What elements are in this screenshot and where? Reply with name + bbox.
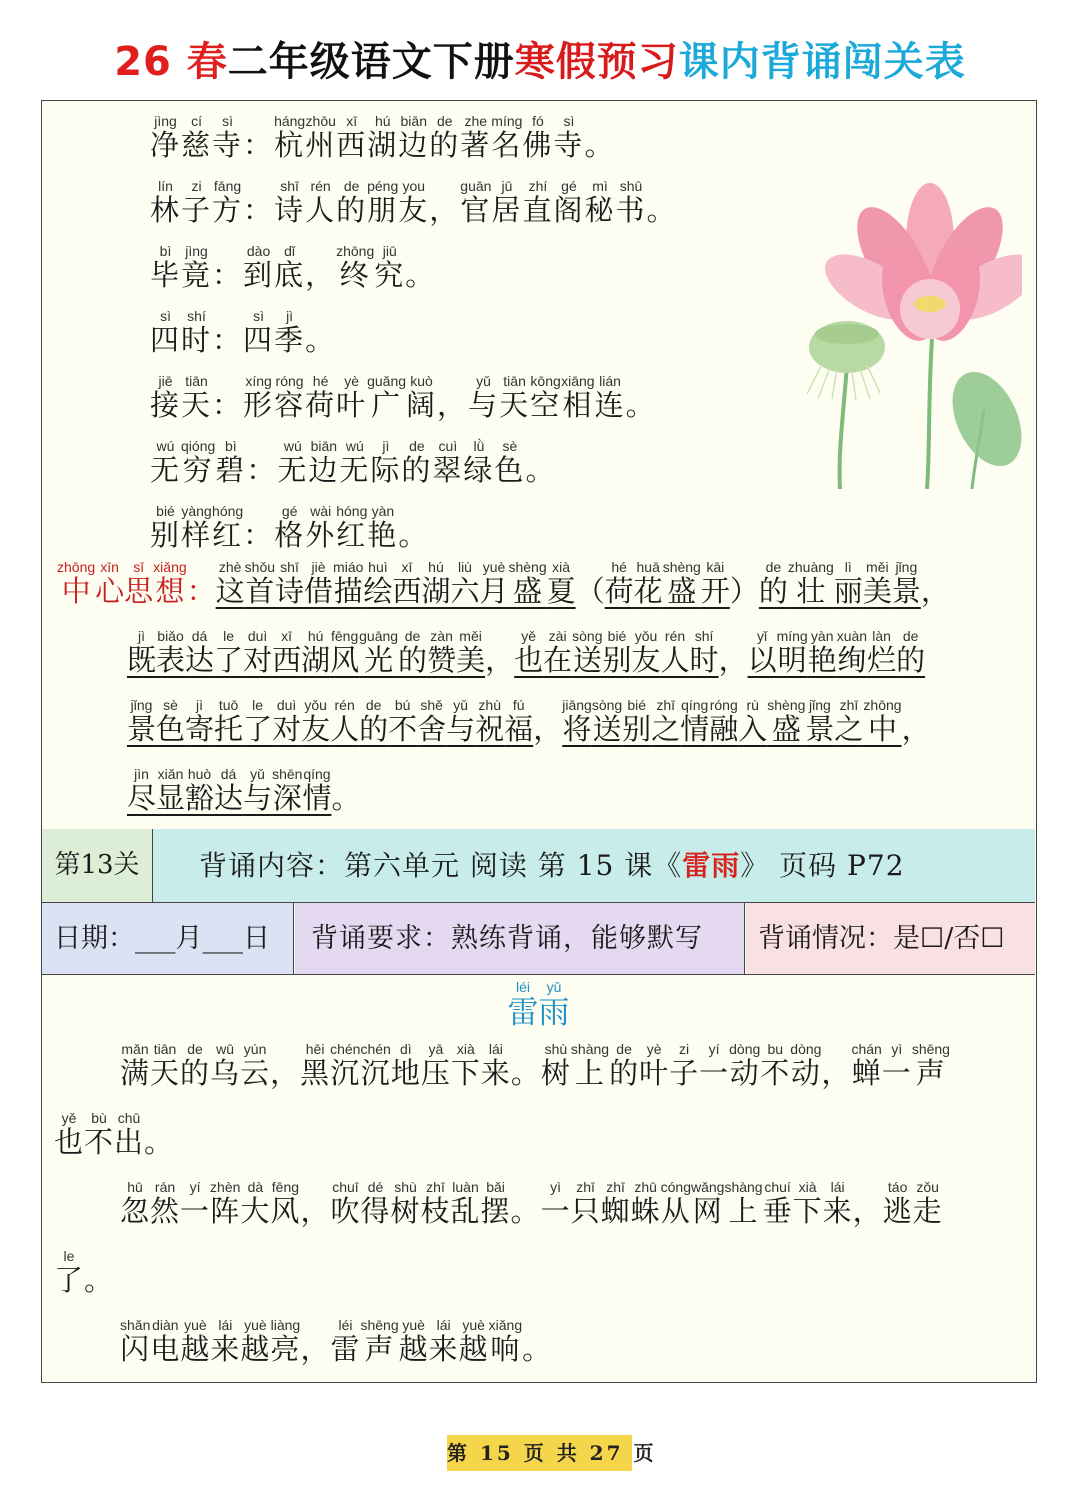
ruby-char: 越yuè [180, 1317, 211, 1366]
ruby-char: 乱luàn [450, 1179, 481, 1228]
ruby-char: 开kāi [700, 559, 730, 608]
ruby-char: 沉chén [330, 1041, 361, 1090]
definition-line [150, 440, 678, 505]
ruby-char: 一yí [180, 1179, 211, 1228]
level-label: 第13关 [42, 829, 153, 902]
ruby-char: 大dà [240, 1179, 271, 1228]
ruby-char: 季jì [274, 308, 306, 357]
ruby-char: 荷hé [305, 373, 337, 422]
ruby-char: 下xià [792, 1179, 823, 1228]
ruby-char: 不bú [388, 697, 418, 746]
ruby-char: 直zhí [522, 178, 554, 227]
ruby-char: ， [429, 193, 461, 227]
ruby-char: 云yún [240, 1041, 271, 1090]
ruby-char: 人rén [305, 178, 337, 227]
ruby-char: 了le [54, 1248, 85, 1297]
ruby-char: ， [920, 574, 950, 608]
ruby-char: 来lái [210, 1317, 241, 1366]
lotus-illustration [752, 149, 1022, 489]
ruby-char: 电diàn [150, 1317, 181, 1366]
ruby-char: 融róng [709, 697, 739, 746]
central-idea-label [57, 559, 216, 608]
ruby-char: 阵zhèn [210, 1179, 241, 1228]
ruby-char: 尽jìn [127, 766, 157, 815]
ruby-char: 从cóng [660, 1179, 691, 1228]
ruby-char: 描miáo [333, 559, 364, 608]
definition-line [150, 245, 678, 310]
ruby-char: 送sòng [591, 697, 623, 746]
ruby-char: ， [485, 643, 515, 677]
ruby-char: 。 [331, 781, 361, 815]
ruby-char: 景jǐng [127, 697, 157, 746]
ruby-char: ， [270, 1056, 301, 1090]
ruby-char: 的de [359, 697, 389, 746]
ruby-char: 寄jì [185, 697, 215, 746]
ruby-char: 显xiǎn [156, 766, 186, 815]
ruby-char: 也yě [54, 1110, 85, 1159]
date-field: 日期：___月___日 [42, 903, 294, 974]
ruby-char: 与yǔ [243, 766, 273, 815]
info-row [42, 903, 1035, 975]
ruby-char: 想xiǎng [153, 559, 187, 608]
ruby-char: 林lín [150, 178, 182, 227]
ruby-char: 摆bǎi [480, 1179, 511, 1228]
ruby-char: 寺sì [212, 113, 244, 162]
ruby-char: 穷qióng [181, 438, 216, 487]
central-idea-line [57, 699, 1032, 768]
ruby-char: 州zhōu [305, 113, 337, 162]
ruby-char: 湖hú [301, 628, 331, 677]
ruby-char: 枝zhī [420, 1179, 451, 1228]
ruby-char: 时shí [181, 308, 213, 357]
ruby-char: 著zhe [460, 113, 492, 162]
ruby-char: 天tiān [150, 1041, 181, 1090]
ruby-char: 网wǎng [690, 1179, 725, 1228]
poem-line [54, 1112, 1029, 1181]
ruby-char: 到dào [243, 243, 275, 292]
central-idea-line [57, 561, 1032, 630]
ruby-char: 情qíng [302, 766, 332, 815]
ruby-char: 湖hú [367, 113, 399, 162]
ruby-char: 响xiǎng [488, 1317, 523, 1366]
ruby-char: 色sè [494, 438, 526, 487]
ruby-char: 友yǒu [631, 628, 661, 677]
ruby-char: 。 [398, 518, 430, 552]
definition-line [150, 310, 678, 375]
ruby-char: 相xiāng [561, 373, 595, 422]
ruby-char: 了le [243, 697, 273, 746]
ruby-char: 对duì [243, 628, 273, 677]
ruby-char: 终zhōng [336, 243, 375, 292]
ruby-char: 盛shèng [508, 559, 547, 608]
ruby-char: 景jǐng [891, 559, 921, 608]
ruby-char: 盛shèng [662, 559, 701, 608]
ruby-char: 也yě [514, 628, 544, 677]
ruby-char: 吹chuī [330, 1179, 361, 1228]
ruby-char: 外wài [305, 503, 337, 552]
ruby-char: 达dá [214, 766, 244, 815]
ruby-char: 荷hé [604, 559, 634, 608]
ruby-char: 得dé [360, 1179, 391, 1228]
ruby-char: 首shǒu [244, 559, 276, 608]
ruby-char: 友yǒu [301, 697, 331, 746]
ruby-char: 之zhī [651, 697, 681, 746]
ruby-char: 形xíng [243, 373, 275, 422]
ruby-char: 情qíng [680, 697, 710, 746]
ruby-char: 色sè [156, 697, 186, 746]
ruby-char: 越yuè [240, 1317, 271, 1366]
ruby-char: 诗shī [274, 178, 306, 227]
ruby-char: 出chū [114, 1110, 145, 1159]
recite-content [153, 829, 1035, 902]
recitation-table [41, 100, 1037, 1383]
ruby-char: 容róng [274, 373, 306, 422]
ruby-char: 的de [609, 1041, 640, 1090]
ruby-char: 入rù [738, 697, 768, 746]
ruby-char: 借jiè [304, 559, 334, 608]
ruby-char: 毕bì [150, 243, 182, 292]
ruby-char: 。 [84, 1263, 115, 1297]
ruby-char: 红hóng [212, 503, 244, 552]
ruby-char: 。 [522, 1332, 553, 1366]
ruby-char: 无wú [339, 438, 371, 487]
ruby-char: 思sī [124, 559, 154, 608]
ruby-char: 声shēng [911, 1041, 950, 1090]
ruby-char: 在zài [543, 628, 573, 677]
ruby-char: 树shù [540, 1041, 571, 1090]
ruby-char: 舍shě [417, 697, 447, 746]
ruby-char: 天tiān [181, 373, 213, 422]
ruby-char: 闪shǎn [120, 1317, 151, 1366]
ruby-char: 样yàng [181, 503, 213, 552]
ruby-char: 达dá [185, 628, 215, 677]
ruby-char: ， [300, 1332, 331, 1366]
ruby-char: 天tiān [499, 373, 531, 422]
ruby-char: 地dì [390, 1041, 421, 1090]
ruby-char: 格gé [274, 503, 306, 552]
ruby-char: 黑hēi [300, 1041, 331, 1090]
ruby-char: 碧bì [215, 438, 247, 487]
ruby-char: ） [729, 574, 759, 608]
ruby-char: 表biǎo [156, 628, 186, 677]
ruby-char: 蜘zhī [600, 1179, 631, 1228]
ruby-char: 子zi [181, 178, 213, 227]
ruby-char: 边biān [398, 113, 430, 162]
ruby-char: ， [821, 1056, 852, 1090]
ruby-char: 叶yè [639, 1041, 670, 1090]
ruby-char: 雷léi [330, 1317, 361, 1366]
ruby-char: 无wú [150, 438, 182, 487]
ruby-char: 心xīn [95, 559, 125, 608]
poem-text [54, 1043, 1029, 1388]
ruby-char: 中zhōng [57, 559, 96, 608]
ruby-char: 人rén [330, 697, 360, 746]
ruby-char: 。 [510, 1056, 541, 1090]
poem-title [42, 981, 1035, 1032]
ruby-char: 边biān [308, 438, 340, 487]
ruby-char: 净jìng [150, 113, 182, 162]
ruby-char: 对duì [272, 697, 302, 746]
ruby-char: 越yuè [398, 1317, 429, 1366]
ruby-char: 一yì [540, 1179, 571, 1228]
ruby-char: 。 [510, 1194, 541, 1228]
ruby-char: 动dòng [729, 1041, 761, 1090]
poem-line [54, 1043, 1029, 1112]
ruby-char: 下xià [450, 1041, 481, 1090]
ruby-char: 空kōng [530, 373, 562, 422]
ruby-char: 景jǐng [805, 697, 835, 746]
ruby-char: ， [718, 643, 748, 677]
ruby-char: ， [305, 258, 337, 292]
ruby-char: 丽lì [833, 559, 863, 608]
ruby-char: 来lái [480, 1041, 511, 1090]
ruby-char: 来lái [822, 1179, 853, 1228]
ruby-char: 垂chuí [762, 1179, 793, 1228]
ruby-char: 艳yàn [807, 628, 837, 677]
previous-lesson-section [42, 101, 1035, 830]
ruby-char: 六liù [450, 559, 480, 608]
ruby-char: 动dòng [790, 1041, 822, 1090]
ruby-char: 四sì [150, 308, 182, 357]
ruby-char: ， [901, 712, 931, 746]
title-part-3: 寒假预习 [514, 39, 679, 85]
ruby-char: 西xī [336, 113, 368, 162]
ruby-char: 叶yè [336, 373, 368, 422]
ruby-char: 蝉chán [851, 1041, 882, 1090]
title-part-2: 二年级语文下册 [227, 39, 515, 85]
ruby-char: 风fēng [270, 1179, 301, 1228]
ruby-char: 。 [625, 388, 657, 422]
ruby-char: 这zhè [215, 559, 245, 608]
ruby-char: ： [186, 574, 216, 608]
ruby-char: 书shū [615, 178, 647, 227]
ruby-char: 翠cuì [432, 438, 464, 487]
poem-line [54, 1319, 1029, 1388]
ruby-char: 之zhī [834, 697, 864, 746]
ruby-char: ： [212, 258, 244, 292]
ruby-char: 绿lǜ [463, 438, 495, 487]
ruby-char: 。 [584, 128, 616, 162]
definition-line [150, 375, 678, 440]
poem-line [54, 1181, 1029, 1250]
ruby-char: 连lián [594, 373, 626, 422]
ruby-char: 。 [646, 193, 678, 227]
ruby-char: 雨yǔ [538, 979, 570, 1031]
ruby-char: 究jiū [374, 243, 406, 292]
ruby-char: 不bù [84, 1110, 115, 1159]
ruby-char: 既jì [127, 628, 157, 677]
ruby-char: 越yuè [458, 1317, 489, 1366]
ruby-char: 佛fó [522, 113, 554, 162]
ruby-char: 满mǎn [120, 1041, 151, 1090]
ruby-char: 与yǔ [468, 373, 500, 422]
ruby-char: 的de [401, 438, 433, 487]
ruby-char: 居jū [491, 178, 523, 227]
ruby-char: 人rén [660, 628, 690, 677]
ruby-char: 风fēng [330, 628, 360, 677]
ruby-char: ， [533, 712, 563, 746]
ruby-char: 竟jìng [181, 243, 213, 292]
ruby-char: 西xī [272, 628, 302, 677]
ruby-char: 沉chén [360, 1041, 391, 1090]
ruby-char: 别bié [150, 503, 182, 552]
ruby-char: 乌wū [210, 1041, 241, 1090]
ruby-char: 的de [758, 559, 788, 608]
ruby-char: 与yǔ [446, 697, 476, 746]
ruby-char: 蛛zhū [630, 1179, 661, 1228]
ruby-char: 了le [214, 628, 244, 677]
ruby-char: 广guǎng [367, 373, 407, 422]
ruby-char: 湖hú [421, 559, 451, 608]
ruby-char: 中zhōng [863, 697, 902, 746]
ruby-char: 明míng [776, 628, 808, 677]
ruby-char: 来lái [428, 1317, 459, 1366]
title-part-4: 课内背诵闯关表 [678, 39, 966, 85]
ruby-char: ： [243, 518, 275, 552]
poem-line [54, 1250, 1029, 1319]
central-idea [57, 561, 1032, 837]
lesson-name: 雷雨 [682, 849, 741, 882]
page-title [0, 30, 1080, 87]
level-row [42, 829, 1035, 903]
page-indicator: 第 15 页 共 27 页 [447, 1435, 632, 1471]
ruby-char: 夏xià [546, 559, 576, 608]
ruby-char: 绘huì [363, 559, 393, 608]
ruby-char: 走zǒu [912, 1179, 943, 1228]
ruby-char: （ [575, 574, 605, 608]
ruby-char: ， [852, 1194, 883, 1228]
ruby-char: 子zi [669, 1041, 700, 1090]
ruby-char: ： [246, 453, 278, 487]
recite-content-suffix: 》 页码 P72 [740, 849, 905, 882]
ruby-char: 赞zàn [427, 628, 457, 677]
ruby-char: 方fāng [212, 178, 244, 227]
ruby-char: 烂làn [867, 628, 897, 677]
ruby-char: 的de [429, 113, 461, 162]
ruby-char: 秘mì [584, 178, 616, 227]
ruby-char: 光guāng [359, 628, 399, 677]
ruby-char: 一yì [881, 1041, 912, 1090]
ruby-char: 四sì [243, 308, 275, 357]
ruby-char: 上shàng [724, 1179, 763, 1228]
ruby-char: 深shēn [272, 766, 303, 815]
recite-status: 背诵情况：是☐/否☐ [746, 903, 1035, 974]
ruby-char: 的de [398, 628, 428, 677]
ruby-char: 诗shī [275, 559, 305, 608]
ruby-char: 艳yàn [367, 503, 399, 552]
ruby-char: 声shēng [360, 1317, 399, 1366]
ruby-char: ， [437, 388, 469, 422]
ruby-char: 官guān [460, 178, 492, 227]
requirement-text: 背诵要求：熟练背诵，能够默写 [295, 903, 745, 974]
ruby-char: 压yā [420, 1041, 451, 1090]
central-idea-line [57, 768, 1032, 837]
ruby-char: ， [300, 1194, 331, 1228]
ruby-char: 逃táo [882, 1179, 913, 1228]
ruby-char: 壮zhuàng [787, 559, 834, 608]
word-definitions [150, 115, 678, 570]
ruby-char: ： [243, 193, 275, 227]
ruby-char: 阁gé [553, 178, 585, 227]
ruby-char: 红hóng [336, 503, 368, 552]
ruby-char: 雷léi [507, 979, 539, 1031]
ruby-char: 一yí [699, 1041, 730, 1090]
ruby-char: 豁huò [185, 766, 215, 815]
ruby-char: 接jiē [150, 373, 182, 422]
ruby-char: 杭háng [274, 113, 306, 162]
ruby-char: 送sòng [572, 628, 603, 677]
ruby-char: 无wú [277, 438, 309, 487]
ruby-char: 别bié [602, 628, 632, 677]
ruby-char: 上shàng [570, 1041, 610, 1090]
ruby-char: 。 [305, 323, 337, 357]
ruby-char: 以yǐ [747, 628, 777, 677]
ruby-char: 底dǐ [274, 243, 306, 292]
ruby-char: 绚xuàn [836, 628, 868, 677]
ruby-char: 名míng [491, 113, 523, 162]
ruby-char: 友you [398, 178, 430, 227]
ruby-char: 树shù [390, 1179, 421, 1228]
ruby-char: 盛shèng [767, 697, 806, 746]
ruby-char: 。 [144, 1125, 175, 1159]
ruby-char: ： [212, 323, 244, 357]
ruby-char: 亮liàng [270, 1317, 301, 1366]
ruby-char: 托tuō [214, 697, 244, 746]
ruby-char: 的de [180, 1041, 211, 1090]
ruby-char: ： [212, 388, 244, 422]
ruby-char: 寺sì [553, 113, 585, 162]
ruby-char: 。 [525, 453, 557, 487]
ruby-char: 美měi [862, 559, 892, 608]
ruby-char: 美měi [456, 628, 486, 677]
ruby-char: 将jiāng [562, 697, 592, 746]
ruby-char: 朋péng [367, 178, 399, 227]
ruby-char: 。 [405, 258, 437, 292]
ruby-char: 祝zhù [475, 697, 505, 746]
ruby-char: 忽hū [120, 1179, 151, 1228]
ruby-char: 阔kuò [406, 373, 438, 422]
ruby-char: 的de [896, 628, 926, 677]
ruby-char: ： [243, 128, 275, 162]
recite-content-prefix: 背诵内容：第六单元 阅读 第 15 课《 [199, 849, 683, 882]
ruby-char: 福fú [504, 697, 534, 746]
ruby-char: 时shí [689, 628, 719, 677]
definition-line [150, 115, 678, 180]
central-idea-line [57, 630, 1032, 699]
ruby-char: 慈cí [181, 113, 213, 162]
ruby-char: 的de [336, 178, 368, 227]
ruby-char: 西xī [392, 559, 422, 608]
ruby-char: 不bu [760, 1041, 791, 1090]
ruby-char: 际jì [370, 438, 402, 487]
ruby-char: 然rán [150, 1179, 181, 1228]
definition-line [150, 180, 678, 245]
ruby-char: 只zhī [570, 1179, 601, 1228]
title-part-1: 26 春 [114, 39, 228, 85]
ruby-char: 月yuè [479, 559, 509, 608]
ruby-char: 别bié [622, 697, 652, 746]
ruby-char: 花huā [633, 559, 663, 608]
